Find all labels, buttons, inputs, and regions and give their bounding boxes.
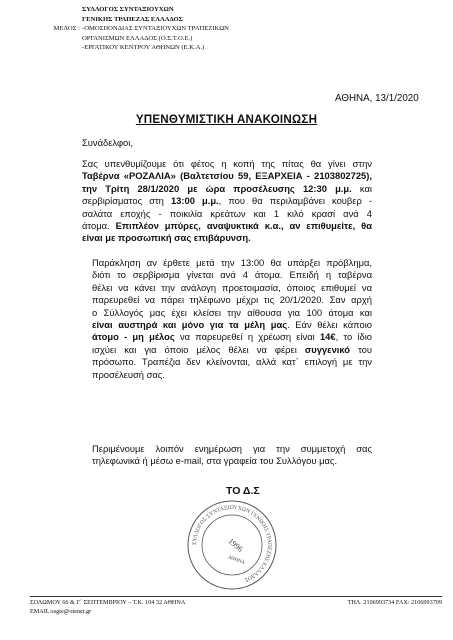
p2-line-7-price: 14€ <box>319 331 336 343</box>
p2-line-8-c: του <box>350 343 372 355</box>
p1-line-7-bold: είναι με προσωπική σας επιβάρυνση. <box>82 232 251 244</box>
p1-line-3-rest: και <box>351 182 372 194</box>
stamp-year: 1996 <box>226 536 245 554</box>
letter-date: ΑΘΗΝΑ, 13/1/2020 <box>335 93 419 104</box>
p1-line-3 <box>82 183 372 195</box>
p2-line-8-bold: συγγενικό <box>304 343 351 355</box>
p2-line-8 <box>82 344 372 356</box>
letterhead-line-4: ΟΡΓΑΝΙΣΜΩΝ ΕΛΛΑΔΟΣ (Ο.Σ.Τ.Ο.Ε.) <box>82 34 193 42</box>
p2-line-7-bold: άτομο - μη μέλος <box>92 331 175 343</box>
document-title <box>0 113 453 126</box>
paragraph-3 <box>82 443 372 468</box>
p1-line-5: σαλάτα εποχής - ποικιλία κρεάτων και 1 κιλό κρασί ανά 4 <box>82 207 372 219</box>
letterhead-line-5: -ΕΡΓΑΤΙΚΟΥ ΚΕΝΤΡΟΥ ΑΘΗΝΩΝ (Ε.Κ.Α.) <box>82 44 205 52</box>
p2-line-10: προσέλευσή σας. <box>92 368 165 380</box>
document-title-text: ΥΠΕΝΘΥΜΙΣΤΙΚΗ ΑΝΑΚΟΙΝΩΣΗ <box>135 113 318 126</box>
p2-line-9: πρόσωπο. Τραπέζια δεν κλείνονται, αλλά κατ΄ επιλογή με την <box>92 356 372 368</box>
p2-line-8-a: ισχύει και για όποιο μέλος θέλει να φέρει <box>92 343 305 355</box>
stamp-ring-text: ΣΥΛΛΟΓΟΣ ΣΥΝΤΑΞΙΟΥΧΩΝ ΓΕΝΙΚΗΣ ΤΡΑΠΕΖΗΣ ΕΛΛΑΔΟΣ <box>191 504 273 583</box>
board-signoff: ΤΟ Δ.Σ <box>226 485 260 497</box>
p2-line-4: παρευρεθεί να πάρει τηλέφωνο μέχρι τις 20/1/2020. Σαν αρχή <box>92 294 372 306</box>
p3-line-2: τηλεφωνικά ή μέσω e-mail, στα γραφεία του Συλλόγου μας. <box>92 455 338 467</box>
paragraph-2 <box>82 257 372 381</box>
letterhead-line-1: ΣΥΛΛΟΓΟΣ ΣΥΝΤΑΞΙΟΥΧΩΝ <box>82 6 174 13</box>
letterhead-line-2: ΓΕΝΙΚΗΣ ΤΡΑΠΕΖΑΣ ΕΛΛΑΔΟΣ <box>82 15 183 23</box>
p1-line-4-c: , που θα περιλαμβάνει κουβερ - <box>218 195 373 207</box>
greeting: Συνάδελφοι, <box>82 137 133 148</box>
p1-line-4 <box>82 195 372 207</box>
p1-line-2 <box>82 170 372 182</box>
p2-line-7-b: να παρευρεθεί η χρέωση είναι <box>174 331 320 343</box>
p2-line-2: διότι το σερβίρισμα γίνεται ανά 4 άτομα. Επειδή η ταβέρνα <box>92 269 372 281</box>
footer-email: EMAIL:ssgte@otenet.gr <box>30 608 92 615</box>
association-stamp <box>162 493 302 593</box>
p1-line-1: Σας υπενθυμίζουμε ότι φέτος η κοπή της πίτας θα γίνει στην <box>82 158 372 169</box>
stamp-city: ΑΘΗΝΑ <box>226 555 246 566</box>
p2-line-5: ο Σύλλογός μας έχει κλείσει την αίθουσα για 100 άτομα και <box>92 306 372 318</box>
p1-line-2-text: Ταβέρνα «ΡΟΖΑΛΙΑ» (Βαλτετσίου 59, ΕΞΑΡΧΕΙΑ - 2103802725), <box>82 170 372 182</box>
letterhead-line-3: -ΟΜΟΣΠΟΝΔΙΑΣ ΣΥΝΤΑΞΙΟΥΧΩΝ ΤΡΑΠΕΖΙΚΩΝ <box>82 25 229 33</box>
p2-line-6-bold: είναι αυστηρά και μόνο για τα μέλη μας <box>92 319 288 331</box>
p1-line-4-time: 13:00 μ.μ. <box>170 195 219 207</box>
p3-line-1: Περιμένουμε λοιπόν ενημέρωση για την συμμετοχή σας <box>92 443 372 454</box>
p1-line-3-bold: την Τρίτη 28/1/2020 με ώρα προσέλευσης 12:30 μ.μ. <box>82 182 352 194</box>
p2-line-7 <box>82 331 372 343</box>
p2-line-6 <box>82 319 372 331</box>
p1-line-6-a: άτομα. <box>82 220 116 232</box>
footer-address: ΣΟΛΩΜΟΥ 66 & Γ΄ ΣΕΠΤΕΜΒΡΙΟΥ – Τ.Κ. 104 32 ΑΘΗΝΑ <box>30 599 186 606</box>
p2-line-7-d: , το ίδιο <box>335 331 372 343</box>
p1-line-6 <box>82 220 372 232</box>
letter-footer <box>30 596 442 616</box>
p1-line-7 <box>82 232 372 244</box>
p1-line-6-bold: Επιπλέον μπύρες, αναψυκτικά κ.α., αν επιθυμείτε, θα <box>115 220 372 232</box>
p2-line-6-rest: . Εάν θέλει κάποιο <box>287 319 372 331</box>
footer-phone: ΤΗΛ. 2106993734 FAX: 2106993709 <box>347 599 442 606</box>
p1-line-4-a: σερβιρίσματος στη <box>82 195 171 207</box>
letterhead-member-prefix: ΜΕΛΟΣ : <box>53 25 80 33</box>
p2-line-3: θέλει να κάνει την ανάλογη προετοιμασία, όποιος επιθυμεί να <box>92 281 372 293</box>
letterhead <box>24 5 229 53</box>
paragraph-1 <box>82 158 372 245</box>
p2-line-1: Παράκληση αν έρθετε μετά την 13:00 θα υπάρξει πρόβλημα, <box>92 257 372 268</box>
